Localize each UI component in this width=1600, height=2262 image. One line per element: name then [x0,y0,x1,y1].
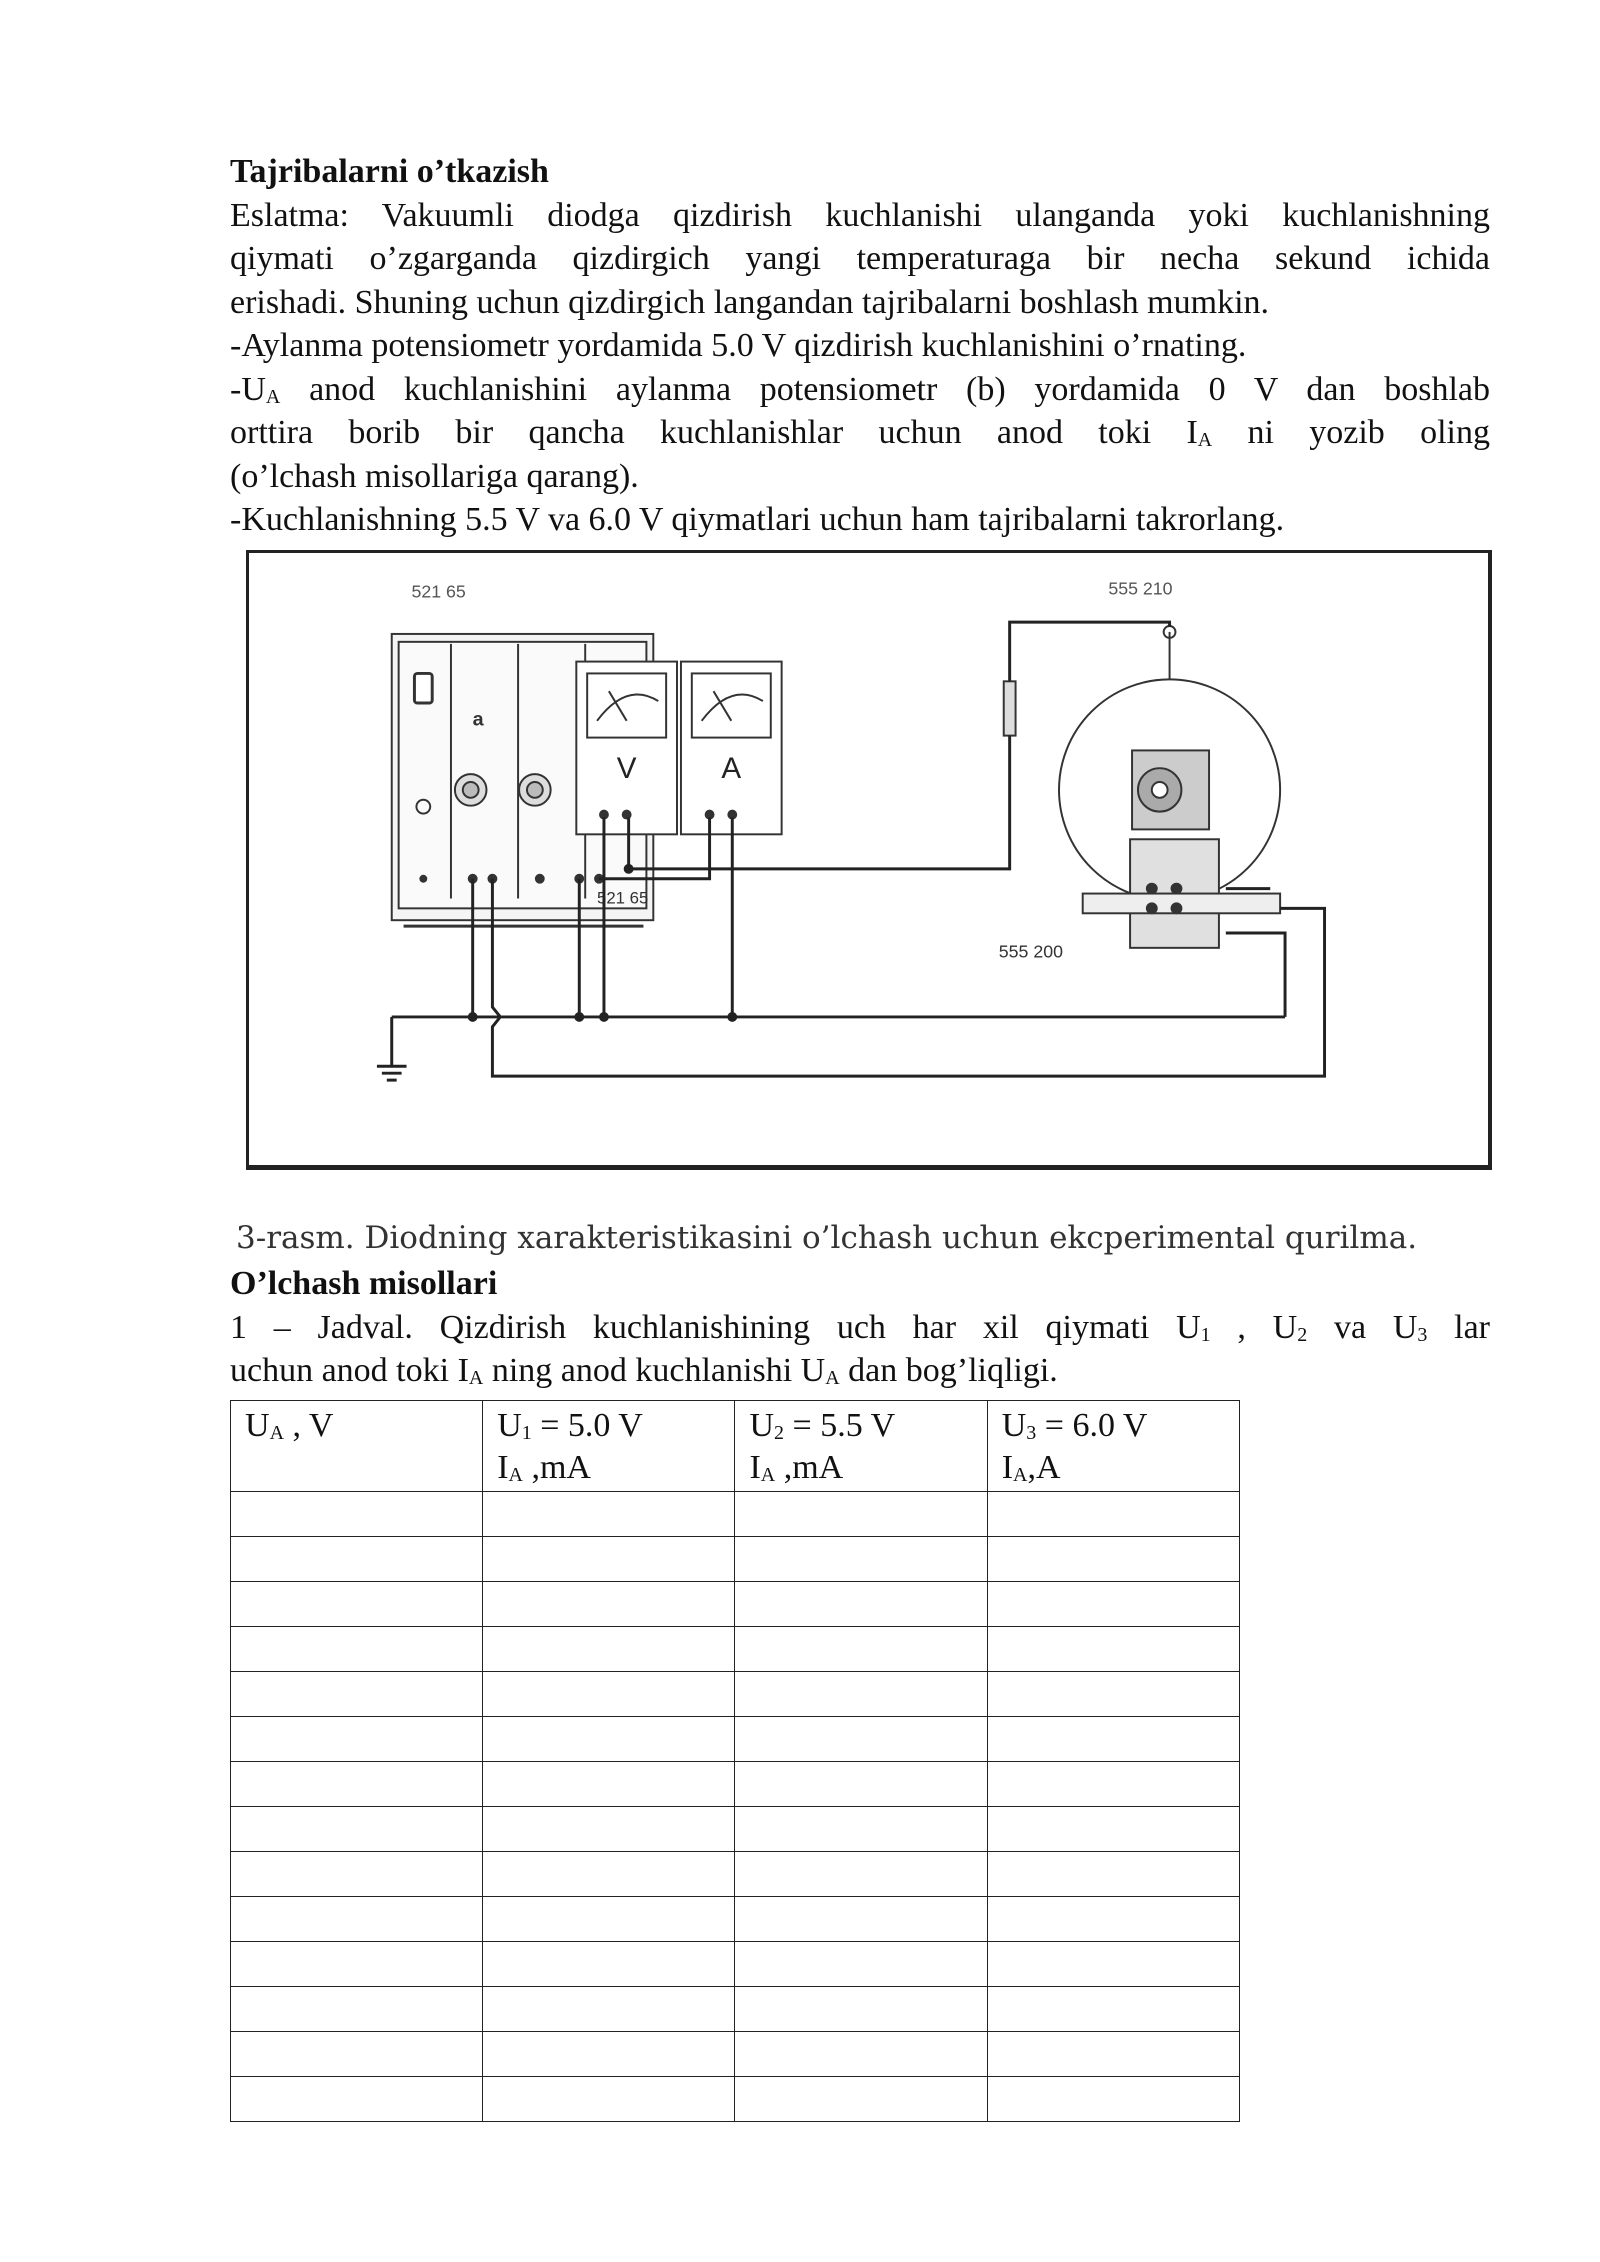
table-cell [735,1762,987,1807]
intro-sub-3: 3 [1417,1323,1428,1346]
measurement-examples [230,1262,1490,1393]
table-cell [231,1537,483,1582]
table-cell [987,1672,1239,1717]
note-line-3: erishadi. Shuning uchun qizdirgich langandan tajribalarni boshlash mumkin. [230,283,1270,321]
experiment-setup-figure [246,550,1492,1170]
power-switch-icon [414,673,432,703]
table-cell [987,2077,1239,2122]
table-cell [231,1897,483,1942]
step-1: -Aylanma potensiometr yordamida 5.0 V qizdirish kuchlanishini o’rnating. [230,327,1247,364]
table-cell [483,1852,735,1897]
step-2-line-2-post: ni yozib oling [1212,414,1490,451]
table-cell [987,1762,1239,1807]
step-2-line-2 [230,411,1490,455]
power-supply-front-label: 521 65 [597,888,649,908]
h2-rest: = 5.0 V [531,1407,643,1444]
table-row [231,1492,1240,1537]
step-3: -Kuchlanishning 5.5 V va 6.0 V qiymatlari uchun ham tajribalarni takrorlang. [230,501,1285,538]
table-cell [483,1717,735,1762]
table-cell [231,1717,483,1762]
voltmeter [576,662,677,835]
table-cell [483,1942,735,1987]
h4-l2-rest: ,A [1027,1449,1061,1486]
table-row [231,1537,1240,1582]
h2-l2-sub: A [508,1464,523,1486]
table-cell [483,1537,735,1582]
intro-line2-c: dan bog’liqligi. [839,1352,1058,1389]
ammeter-symbol: A [721,752,742,786]
step-2-subscript: A [265,385,281,408]
table-cell [735,1627,987,1672]
h3-main: U [749,1407,775,1444]
table-row [231,1672,1240,1717]
table-cell [735,1492,987,1537]
step-2-prefix: -U [230,370,266,408]
step-2-line-2-subscript: A [1197,429,1213,451]
h3-sub: 2 [774,1422,785,1444]
examples-title: O’lchash misollari [230,1265,498,1302]
power-supply-label: 521 65 [411,581,466,602]
table-cell [483,1627,735,1672]
step-2-line-1 [230,368,1490,412]
table-row [231,1807,1240,1852]
h4-main: U [1001,1407,1027,1444]
table-row [231,1582,1240,1627]
voltmeter-symbol: V [616,752,637,786]
table-cell [735,1582,987,1627]
table-cell [231,1807,483,1852]
h4-rest: = 6.0 V [1036,1407,1148,1444]
h3-l2-rest: ,mA [775,1449,844,1486]
table-cell [735,1717,987,1762]
table-cell [987,1537,1239,1582]
table-cell [987,1717,1239,1762]
table-intro-line-2 [230,1349,1490,1393]
table-cell [231,1852,483,1897]
table-cell [987,1492,1239,1537]
table-cell [231,2032,483,2077]
table-cell [483,1897,735,1942]
step-2-line-2-pre: orttira borib bir qancha kuchlanishlar uchun anod toki I [230,414,1198,451]
section-title: Tajribalarni o’tkazish [230,153,549,190]
note-line-2: qiymati o’zgarganda qizdirgich yangi temperaturaga bir necha sekund ichida [230,240,1490,277]
intro-text-d: lar [1427,1308,1490,1346]
table-row [231,1627,1240,1672]
table-row [231,1942,1240,1987]
circuit-diagram [249,553,1488,1165]
h1-sub: A [269,1422,285,1444]
table-cell [987,1897,1239,1942]
table-cell [483,1582,735,1627]
vacuum-diode-tube [1059,626,1280,948]
h3-l2-main: I [749,1449,761,1486]
h1-unit: , V [284,1407,334,1444]
table-cell [735,1987,987,2032]
table-cell [483,1987,735,2032]
table-header-row [231,1401,1240,1492]
header-u1 [483,1401,735,1492]
h3-l2-sub: A [760,1464,776,1486]
table-cell [987,1942,1239,1987]
table-cell [231,1492,483,1537]
intro-sub-1: 1 [1200,1323,1211,1346]
table-cell [231,1942,483,1987]
intro-line2-sub-1: A [468,1367,484,1389]
intro-line2-sub-2: A [825,1367,840,1389]
h3-rest: = 5.5 V [784,1407,896,1444]
table-cell [735,1807,987,1852]
note-line-1: Eslatma: Vakuumli diodga qizdirish kuchlanishi ulanganda yoki kuchlanishning [230,196,1490,234]
h4-sub: 3 [1026,1422,1037,1444]
table-cell [735,1942,987,1987]
base-label: 555 200 [998,941,1063,962]
h2-sub: 1 [521,1422,532,1444]
table-row [231,1987,1240,2032]
table-cell [483,1762,735,1807]
table-cell [483,1807,735,1852]
table-row [231,1897,1240,1942]
h4-l2-main: I [1001,1449,1014,1486]
table-cell [987,1582,1239,1627]
table-cell [231,1627,483,1672]
table-row [231,1762,1240,1807]
table-cell [987,1852,1239,1897]
holder-label: 555 210 [1108,578,1173,599]
header-u3 [987,1401,1239,1492]
table-cell [231,1672,483,1717]
table-cell [735,1672,987,1717]
table-cell [231,2077,483,2122]
table-cell [483,1492,735,1537]
table-cell [735,1852,987,1897]
table-cell [735,2032,987,2077]
intro-text-a: 1 – Jadval. Qizdirish kuchlanishining uch har xil qiymati U [230,1308,1201,1346]
table-cell [231,1582,483,1627]
knob-a-label: a [472,708,484,731]
h1-main: U [245,1407,270,1444]
table-intro-line-1 [230,1306,1490,1350]
table-cell [231,1762,483,1807]
intro-line2-a: uchun anod toki I [230,1352,469,1389]
step-2-line-3: (o’lchash misollariga qarang). [230,457,639,495]
table-cell [231,1987,483,2032]
table-row [231,1852,1240,1897]
table-cell [735,1897,987,1942]
table-cell [987,2032,1239,2077]
intro-line2-b: ning anod kuchlanishi U [483,1352,826,1389]
ammeter [681,662,782,835]
h4-l2-sub: A [1013,1464,1028,1486]
table-row [231,2077,1240,2122]
table-cell [987,1807,1239,1852]
h2-l2-main: I [497,1449,509,1486]
figure-caption: 3-rasm. Diodning xarakteristikasini o’lchash uchun ekcperimental qurilma. [236,1220,1418,1256]
table-cell [987,1627,1239,1672]
table-row [231,2032,1240,2077]
table-cell [483,2032,735,2077]
measurement-table [230,1400,1240,2122]
intro-text-c: va U [1307,1308,1418,1346]
header-u2 [735,1401,987,1492]
header-anode-voltage [231,1401,483,1492]
step-2-line-1-text: anod kuchlanishini aylanma potensiometr (b) yordamida 0 V dan boshlab [280,370,1490,408]
table-cell [483,1672,735,1717]
instructions-section [230,150,1490,542]
table-cell [735,2077,987,2122]
intro-text-b: , U [1210,1308,1298,1346]
h2-main: U [497,1407,522,1444]
table-row [231,1717,1240,1762]
table-cell [735,1537,987,1582]
plug-connector [1004,681,1016,735]
table-cell [483,2077,735,2122]
intro-sub-2: 2 [1297,1323,1308,1346]
table-cell [987,1987,1239,2032]
h2-l2-rest: ,mA [522,1449,591,1486]
